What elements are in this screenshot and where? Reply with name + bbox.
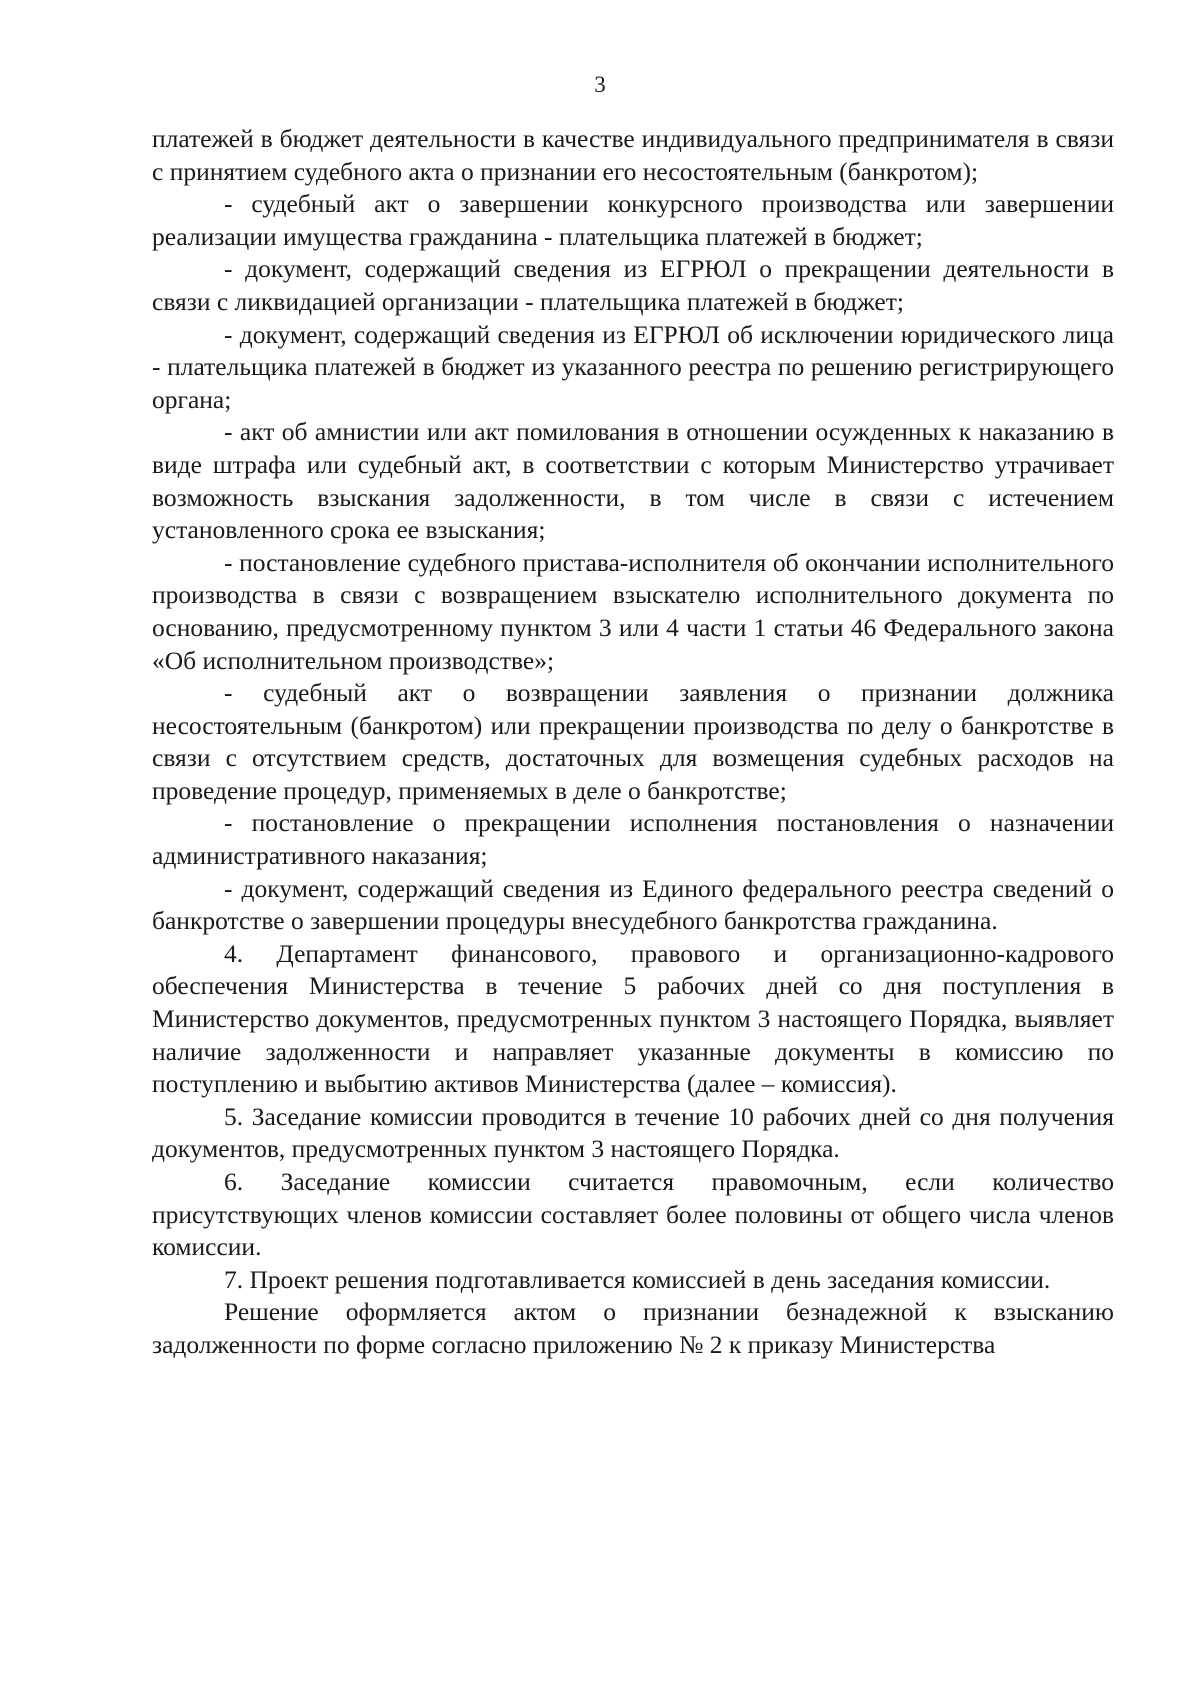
clause-6: 6. Заседание комиссии считается правомочным, если количество присутствующих членов комиссии составляет более половины от общего числа членов комиссии. <box>152 1167 1114 1262</box>
clause-4: 4. Департамент финансового, правового и организационно-кадрового обеспечения Министерства в течение 5 рабочих дней со дня поступления в Министерство документов, предусмотренных пунктом 3 настоящего Порядка, выявляет наличие задолженности и направляет указанные документы в комиссию по поступлению и выбытию активов Министерства (далее – комиссия). <box>152 938 1114 1099</box>
page-number: 3 <box>594 72 606 97</box>
list-item-amnesty-act: - акт об амнистии или акт помилования в отношении осужденных к наказанию в виде штрафа или судебный акт, в соответствии с которым Министерство утрачивает возможность взыскания задолженности, в том числе в связи с истечением установленного срока ее взыскания; <box>152 417 1114 545</box>
list-item-extrajudicial-bankruptcy: - документ, содержащий сведения из Единого федерального реестра сведений о банкротстве о завершении процедуры внесудебного банкротства гражданина. <box>152 873 1114 936</box>
list-item-exclusion-document: - документ, содержащий сведения из ЕГРЮЛ об исключении юридического лица - плательщика платежей в бюджет из указанного реестра по решению регистрирующего органа; <box>152 319 1114 414</box>
document-body <box>152 123 1114 1362</box>
clause-7: 7. Проект решения подготавливается комиссией в день заседания комиссии. <box>224 1264 1051 1294</box>
list-item-termination-resolution: - постановление о прекращении исполнения постановления о назначении административного наказания; <box>152 808 1114 871</box>
list-item-court-act-return: - судебный акт о возвращении заявления о признании должника несостоятельным (банкротом) или прекращении производства по делу о банкротстве в связи с отсутствием средств, достаточных для возмещения судебных расходов на проведение процедур, применяемых в деле о банкротстве; <box>152 678 1114 805</box>
list-item-liquidation-document: - документ, содержащий сведения из ЕГРЮЛ о прекращении деятельности в связи с ликвидацией организации - плательщика платежей в бюджет; <box>152 254 1114 316</box>
clause-5: 5. Заседание комиссии проводится в течение 10 рабочих дней со дня получения документов, предусмотренных пунктом 3 настоящего Порядка. <box>152 1101 1114 1164</box>
list-item-bankruptcy-completion: - судебный акт о завершении конкурсного производства или завершении реализации имущества гражданина - плательщика платежей в бюджет; <box>152 189 1114 251</box>
paragraph-continuation: платежей в бюджет деятельности в качестве индивидуального предпринимателя в связи с принятием судебного акта о признании его несостоятельным (банкротом); <box>152 124 1114 186</box>
list-item-bailiff-resolution: - постановление судебного пристава-исполнителя об окончании исполнительного производства в связи с возвращением взыскателю исполнительного документа по основанию, предусмотренному пунктом 3 или 4 части 1 статьи 46 Федерального закона «Об исполнительном производстве»; <box>152 547 1114 675</box>
decision-paragraph: Решение оформляется актом о признании безнадежной к взысканию задолженности по форме согласно приложению № 2 к приказу Министерства <box>152 1297 1114 1359</box>
